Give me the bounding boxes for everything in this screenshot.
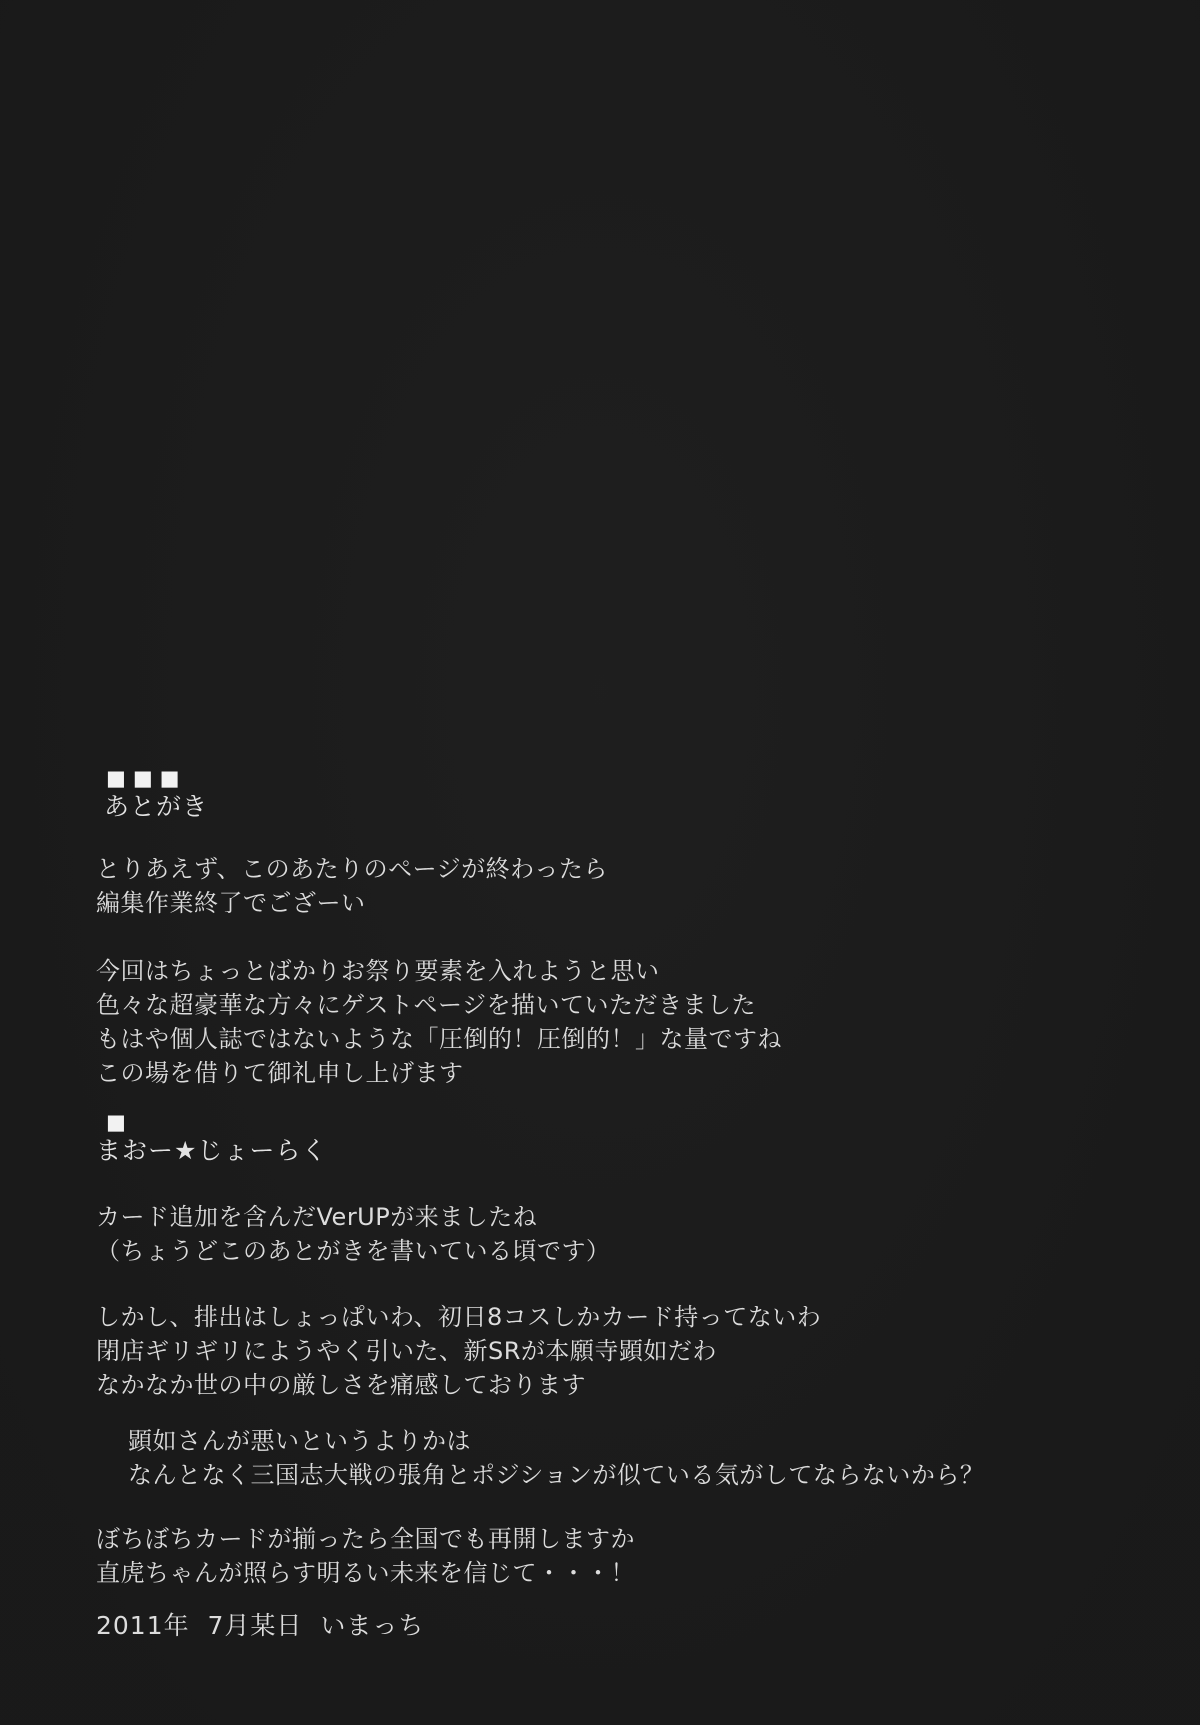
paragraph-1-line: 編集作業終了でござーい <box>96 889 366 917</box>
paragraph-2 <box>96 954 782 1090</box>
paragraph-4-line: 閉店ギリギリにようやく引いた、新SRが本願寺顕如だわ <box>96 1337 717 1365</box>
paragraph-3 <box>96 1200 611 1268</box>
paragraph-5-indented <box>128 1424 984 1492</box>
paragraph-5-line: 顕如さんが悪いというよりかは <box>128 1427 471 1455</box>
paragraph-4 <box>96 1300 821 1402</box>
paragraph-6-line: ぼちぼちカードが揃ったら全国でも再開しますか <box>96 1525 635 1553</box>
paragraph-3-line: （ちょうどこのあとがきを書いている頃です） <box>96 1237 611 1265</box>
paragraph-6 <box>96 1522 635 1590</box>
date-signature: 2011年 7月某日 いまっち <box>96 1611 425 1640</box>
paragraph-1 <box>96 852 608 920</box>
section2-title: まおー★じょーらく <box>96 1136 328 1165</box>
paragraph-5-line: なんとなく三国志大戦の張角とポジションが似ている気がしてならないから？ <box>128 1461 985 1489</box>
paragraph-4-line: なかなか世の中の厳しさを痛感しております <box>96 1371 586 1399</box>
paragraph-2-line: この場を借りて御礼申し上げます <box>96 1059 464 1087</box>
paragraph-1-line: とりあえず、このあたりのページが終わったら <box>96 855 608 883</box>
paragraph-2-line: 今回はちょっとばかりお祭り要素を入れようと思い <box>96 957 660 985</box>
paragraph-2-line: もはや個人誌ではないような「圧倒的！圧倒的！」な量ですね <box>96 1025 782 1053</box>
paragraph-3-line: カード追加を含んだVerUPが来ましたね <box>96 1203 538 1231</box>
paragraph-6-line: 直虎ちゃんが照らす明るい未来を信じて・・・！ <box>96 1559 635 1587</box>
section2-square-icon: ■ <box>106 1110 133 1134</box>
section1-title: あとがき <box>104 792 209 821</box>
paragraph-2-line: 色々な超豪華な方々にゲストページを描いていただきました <box>96 991 757 1019</box>
section1-squares-icon: ■■■ <box>106 766 187 790</box>
paragraph-4-line: しかし、排出はしょっぱいわ、初日8コスしかカード持ってないわ <box>96 1303 822 1331</box>
